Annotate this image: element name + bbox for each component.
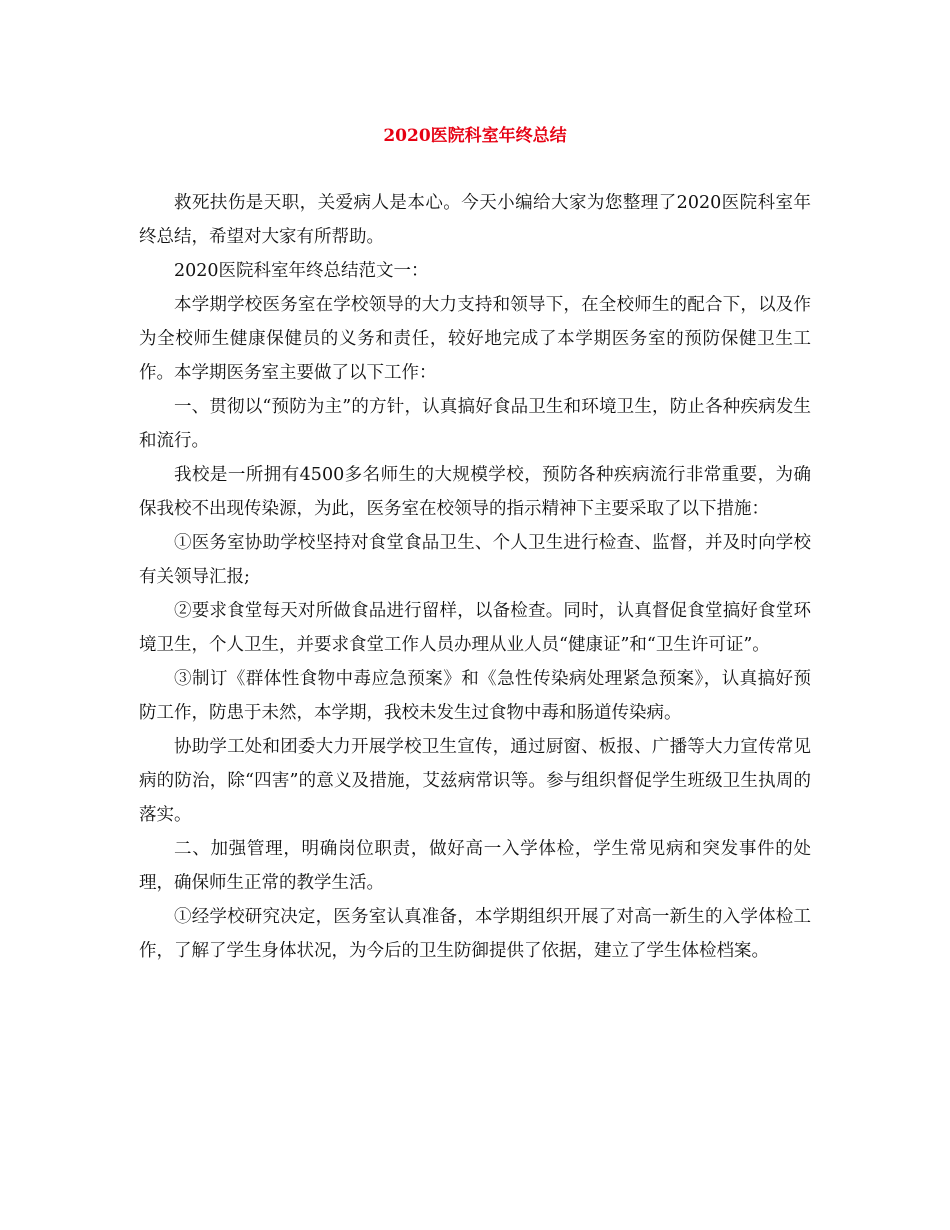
- paragraph: 救死扶伤是天职，关爱病人是本心。今天小编给大家为您整理了2020医院科室年终总结，希望对大家有所帮助。: [139, 193, 811, 247]
- paragraph: ①医务室协助学校坚持对食堂食品卫生、个人卫生进行检查、监督，并及时向学校有关领导汇报;: [139, 533, 811, 587]
- paragraph: 二、加强管理，明确岗位职责，做好高一入学体检，学生常见病和突发事件的处理，确保师生正常的教学生活。: [139, 839, 811, 893]
- paragraph: 一、贯彻以“预防为主”的方针，认真搞好食品卫生和环境卫生，防止各种疾病发生和流行。: [139, 397, 811, 451]
- paragraph: 我校是一所拥有4500多名师生的大规模学校，预防各种疾病流行非常重要，为确保我校不出现传染源，为此，医务室在校领导的指示精神下主要采取了以下措施：: [139, 465, 811, 519]
- paragraph: 2020医院科室年终总结范文一：: [174, 261, 429, 281]
- document-title: 2020医院科室年终总结: [383, 126, 567, 146]
- paragraph: 协助学工处和团委大力开展学校卫生宣传，通过厨窗、板报、广播等大力宣传常见病的防治，除“四害”的意义及措施，艾兹病常识等。参与组织督促学生班级卫生执周的落实。: [139, 737, 811, 825]
- document-body: [139, 186, 811, 968]
- paragraph: 本学期学校医务室在学校领导的大力支持和领导下，在全校师生的配合下，以及作为全校师生健康保健员的义务和责任，较好地完成了本学期医务室的预防保健卫生工作。本学期医务室主要做了以下工作：: [139, 295, 811, 383]
- paragraph: ①经学校研究决定，医务室认真准备，本学期组织开展了对高一新生的入学体检工作，了解了学生身体状况，为今后的卫生防御提供了依据，建立了学生体检档案。: [139, 907, 811, 961]
- paragraph: ②要求食堂每天对所做食品进行留样，以备检查。同时，认真督促食堂搞好食堂环境卫生，个人卫生，并要求食堂工作人员办理从业人员“健康证”和“卫生许可证”。: [139, 601, 811, 655]
- paragraph: ③制订《群体性食物中毒应急预案》和《急性传染病处理紧急预案》，认真搞好预防工作，防患于未然，本学期，我校未发生过食物中毒和肠道传染病。: [139, 669, 811, 723]
